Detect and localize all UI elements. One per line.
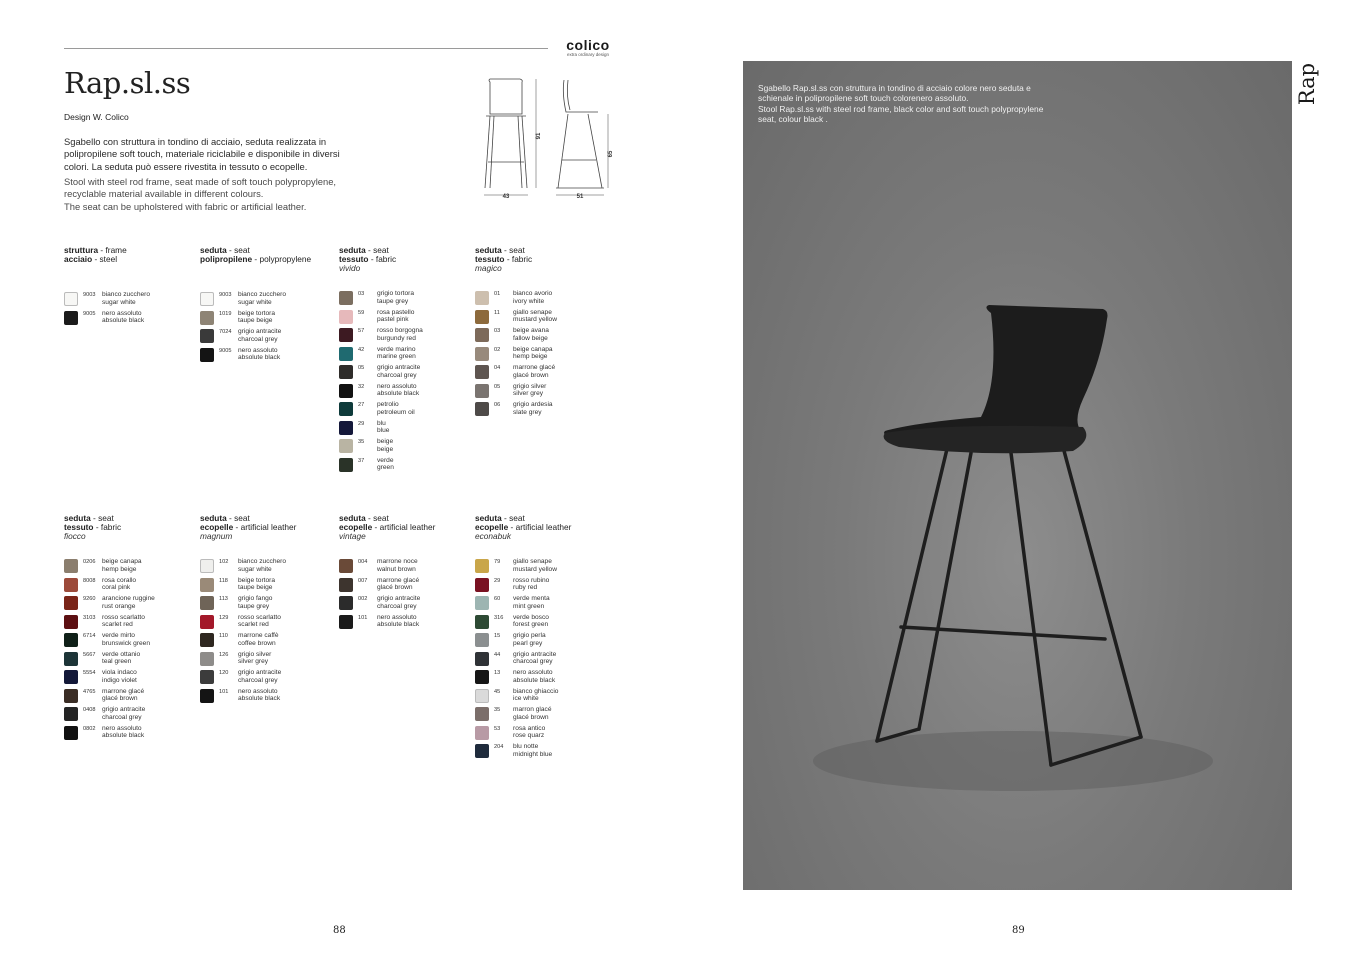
color-chip — [64, 633, 78, 647]
swatch-item[interactable]: 32 nero assoluto absolute black — [339, 384, 469, 403]
side-title: Rap — [1295, 62, 1320, 106]
color-chip — [475, 578, 489, 592]
swatch-item[interactable]: 0206 beige canapa hemp beige — [64, 559, 194, 578]
swatch-item[interactable]: 37 verde green — [339, 458, 469, 477]
color-chip — [200, 633, 214, 647]
swatch-item[interactable]: 9005 nero assoluto absolute black — [200, 348, 330, 367]
page-number-right: 89 — [1012, 925, 1025, 936]
group-header: seduta - seat tessuto - fabric vivido — [339, 245, 397, 273]
swatch-item[interactable]: 79 giallo senape mustard yellow — [475, 559, 605, 578]
color-chip — [200, 689, 214, 703]
swatch-item[interactable]: 102 bianco zucchero sugar white — [200, 559, 330, 578]
swatch-item[interactable]: 5667 verde ottanio teal green — [64, 652, 194, 671]
color-chip — [475, 328, 489, 342]
dim-width: 43 — [502, 194, 510, 200]
color-chip — [475, 689, 489, 703]
color-chip — [339, 421, 353, 435]
swatch-item[interactable]: 02 beige canapa hemp beige — [475, 347, 605, 366]
color-chip — [475, 310, 489, 324]
group-header: seduta - seat tessuto - fabric magico — [475, 245, 533, 273]
color-chip — [475, 633, 489, 647]
page-number-left: 88 — [333, 925, 346, 936]
color-chip — [475, 744, 489, 758]
swatch-item[interactable]: 126 grigio silver silver grey — [200, 652, 330, 671]
product-designer: Design W. Colico — [64, 112, 129, 122]
swatch-item[interactable]: 101 nero assoluto absolute black — [339, 615, 469, 634]
swatch-item[interactable]: 6714 verde mirto brunswick green — [64, 633, 194, 652]
color-chip — [339, 328, 353, 342]
swatch-group-leather-magnum — [200, 514, 330, 707]
swatch-item[interactable]: 27 petrolio petroleum oil — [339, 402, 469, 421]
side-view-seat — [563, 80, 598, 112]
swatch-item[interactable]: 0802 nero assoluto absolute black — [64, 726, 194, 745]
color-chip — [200, 559, 214, 573]
group-header: seduta - seat ecopelle - artificial leather econabuk — [475, 513, 572, 541]
swatch-item[interactable]: 53 rosa antico rose quarz — [475, 726, 605, 745]
swatch-item[interactable]: 01 bianco avorio ivory white — [475, 291, 605, 310]
swatch-item[interactable]: 04 marrone glacé glacé brown — [475, 365, 605, 384]
color-chip — [475, 726, 489, 740]
color-chip — [200, 652, 214, 666]
color-chip — [475, 615, 489, 629]
color-chip — [64, 615, 78, 629]
swatch-item[interactable]: 11 giallo senape mustard yellow — [475, 310, 605, 329]
color-chip — [64, 726, 78, 740]
color-chip — [64, 559, 78, 573]
swatch-item[interactable]: 59 rosa pastello pastel pink — [339, 310, 469, 329]
color-chip — [200, 348, 214, 362]
product-title: Rap.sl.ss — [64, 66, 191, 100]
swatch-group-fabric-fiocco — [64, 514, 194, 744]
swatch-item[interactable]: 8008 rosa corallo coral pink — [64, 578, 194, 597]
swatch-item[interactable]: 004 marrone noce walnut brown — [339, 559, 469, 578]
swatch-item[interactable]: 9005 nero assoluto absolute black — [64, 311, 194, 330]
swatch-item[interactable]: 13 nero assoluto absolute black — [475, 670, 605, 689]
technical-drawing — [476, 74, 616, 200]
color-chip — [200, 578, 214, 592]
swatch-group-leather-econabuk — [475, 514, 605, 763]
swatch-item[interactable]: 15 grigio perla pearl grey — [475, 633, 605, 652]
color-chip — [200, 311, 214, 325]
dim-height-total: 91 — [536, 132, 542, 140]
color-chip — [64, 292, 78, 306]
swatch-item[interactable]: 29 rosso rubino ruby red — [475, 578, 605, 597]
photo-caption-italian: Sgabello Rap.sl.ss con struttura in tondino di acciaio colore nero seduta e schienale in polipropilene soft touch colorenero assoluto. — [758, 83, 1031, 104]
color-chip — [475, 402, 489, 416]
swatch-item[interactable]: 35 beige beige — [339, 439, 469, 458]
swatch-item[interactable]: 120 grigio antracite charcoal grey — [200, 670, 330, 689]
photo-caption-english: Stool Rap.sl.ss with steel rod frame, black color and soft touch polypropylene seat, colour black . — [758, 103, 1044, 125]
color-chip — [339, 384, 353, 398]
swatch-item[interactable]: 9003 bianco zucchero sugar white — [200, 292, 330, 311]
group-header: seduta - seat ecopelle - artificial leather magnum — [200, 513, 297, 541]
color-chip — [475, 559, 489, 573]
swatch-item[interactable]: 0408 grigio antracite charcoal grey — [64, 707, 194, 726]
color-chip — [200, 615, 214, 629]
swatch-item[interactable]: 129 rosso scarlatto scarlet red — [200, 615, 330, 634]
color-chip — [64, 311, 78, 325]
swatch-group-fabric-magico — [475, 246, 605, 421]
brand-name: colico — [566, 37, 610, 53]
color-chip — [200, 292, 214, 306]
swatch-item[interactable]: 44 grigio antracite charcoal grey — [475, 652, 605, 671]
stool-illustration — [743, 61, 1292, 890]
group-header: seduta - seat polipropilene - polypropylene — [200, 245, 312, 264]
swatch-item[interactable]: 9260 arancione ruggine rust orange — [64, 596, 194, 615]
color-chip — [200, 670, 214, 684]
color-chip — [64, 670, 78, 684]
description-english — [64, 176, 364, 213]
brand-tagline: extra ordinary design — [566, 52, 610, 57]
swatch-item[interactable]: 1019 beige tortora taupe beige — [200, 311, 330, 330]
swatch-item[interactable]: 110 marrone caffè coffee brown — [200, 633, 330, 652]
color-chip — [475, 347, 489, 361]
color-chip — [339, 615, 353, 629]
swatch-item[interactable]: 42 verde marino marine green — [339, 347, 469, 366]
color-chip — [339, 402, 353, 416]
swatch-group-frame-steel — [64, 246, 194, 329]
color-chip — [339, 559, 353, 573]
swatch-item[interactable]: 007 marrone glacé glacé brown — [339, 578, 469, 597]
swatch-item[interactable]: 57 rosso borgogna burgundy red — [339, 328, 469, 347]
color-chip — [200, 329, 214, 343]
description-italian: Sgabello con struttura in tondino di acciaio, seduta realizzata in polipropilene soft touch, materiale riciclabile e disponibile in diversi colori. La seduta può essere rivestita in tessuto o ecopelle. — [64, 136, 340, 172]
swatch-item[interactable]: 204 blu notte midnight blue — [475, 744, 605, 763]
group-header: seduta - seat ecopelle - artificial leather vintage — [339, 513, 436, 541]
color-chip — [64, 689, 78, 703]
color-chip — [64, 652, 78, 666]
color-chip — [339, 291, 353, 305]
front-view-seat — [489, 79, 522, 114]
color-chip — [64, 707, 78, 721]
brand-logo — [560, 38, 616, 58]
color-chip — [475, 291, 489, 305]
color-chip — [475, 365, 489, 379]
swatch-item[interactable]: 05 grigio antracite charcoal grey — [339, 365, 469, 384]
color-chip — [339, 310, 353, 324]
swatch-item[interactable]: 06 grigio ardesia slate grey — [475, 402, 605, 421]
color-chip — [339, 365, 353, 379]
swatch-item[interactable]: 101 nero assoluto absolute black — [200, 689, 330, 708]
group-header: struttura - frame acciaio - steel — [64, 245, 127, 264]
swatch-group-fabric-vivido — [339, 246, 469, 476]
stool-seat — [884, 426, 1087, 453]
color-chip — [475, 652, 489, 666]
swatch-item[interactable]: 002 grigio antracite charcoal grey — [339, 596, 469, 615]
color-chip — [475, 707, 489, 721]
dim-depth: 51 — [576, 194, 584, 200]
swatch-item[interactable]: 4765 marrone glacé glacé brown — [64, 689, 194, 708]
swatch-item[interactable]: 316 verde bosco forest green — [475, 615, 605, 634]
swatch-group-leather-vintage — [339, 514, 469, 633]
color-chip — [64, 596, 78, 610]
swatch-item[interactable]: 05 grigio silver silver grey — [475, 384, 605, 403]
swatch-item[interactable]: 113 grigio fango taupe grey — [200, 596, 330, 615]
stool-seat-shell — [884, 305, 1108, 437]
swatch-item[interactable]: 7024 grigio antracite charcoal grey — [200, 329, 330, 348]
header-rule — [64, 48, 548, 49]
description-english-line2: The seat can be upholstered with fabric or artificial leather. — [64, 200, 307, 212]
swatch-item[interactable]: 118 beige tortora taupe beige — [200, 578, 330, 597]
color-chip — [200, 596, 214, 610]
swatch-item[interactable]: 45 bianco ghiaccio ice white — [475, 689, 605, 708]
color-chip — [339, 439, 353, 453]
swatch-item[interactable]: 29 blu blue — [339, 421, 469, 440]
color-chip — [339, 578, 353, 592]
color-chip — [475, 384, 489, 398]
description-english-line1: Stool with steel rod frame, seat made of soft touch polypropylene, recyclable material available in different colours. — [64, 176, 337, 200]
swatch-item[interactable]: 60 verde menta mint green — [475, 596, 605, 615]
swatch-item[interactable]: 9003 bianco zucchero sugar white — [64, 292, 194, 311]
color-chip — [339, 347, 353, 361]
swatch-item[interactable]: 5554 viola indaco indigo violet — [64, 670, 194, 689]
product-photo — [743, 61, 1292, 890]
color-chip — [64, 578, 78, 592]
color-chip — [475, 670, 489, 684]
color-chip — [339, 458, 353, 472]
color-chip — [339, 596, 353, 610]
color-chip — [475, 596, 489, 610]
swatch-group-seat-polypropylene — [200, 246, 330, 366]
swatch-item[interactable]: 35 marron glacé glacé brown — [475, 707, 605, 726]
swatch-item[interactable]: 03 beige avana fallow beige — [475, 328, 605, 347]
dim-height-seat: 65 — [608, 150, 614, 158]
swatch-item[interactable]: 3103 rosso scarlatto scarlet red — [64, 615, 194, 634]
swatch-item[interactable]: 03 grigio tortora taupe grey — [339, 291, 469, 310]
group-header: seduta - seat tessuto - fabric fiocco — [64, 513, 122, 541]
